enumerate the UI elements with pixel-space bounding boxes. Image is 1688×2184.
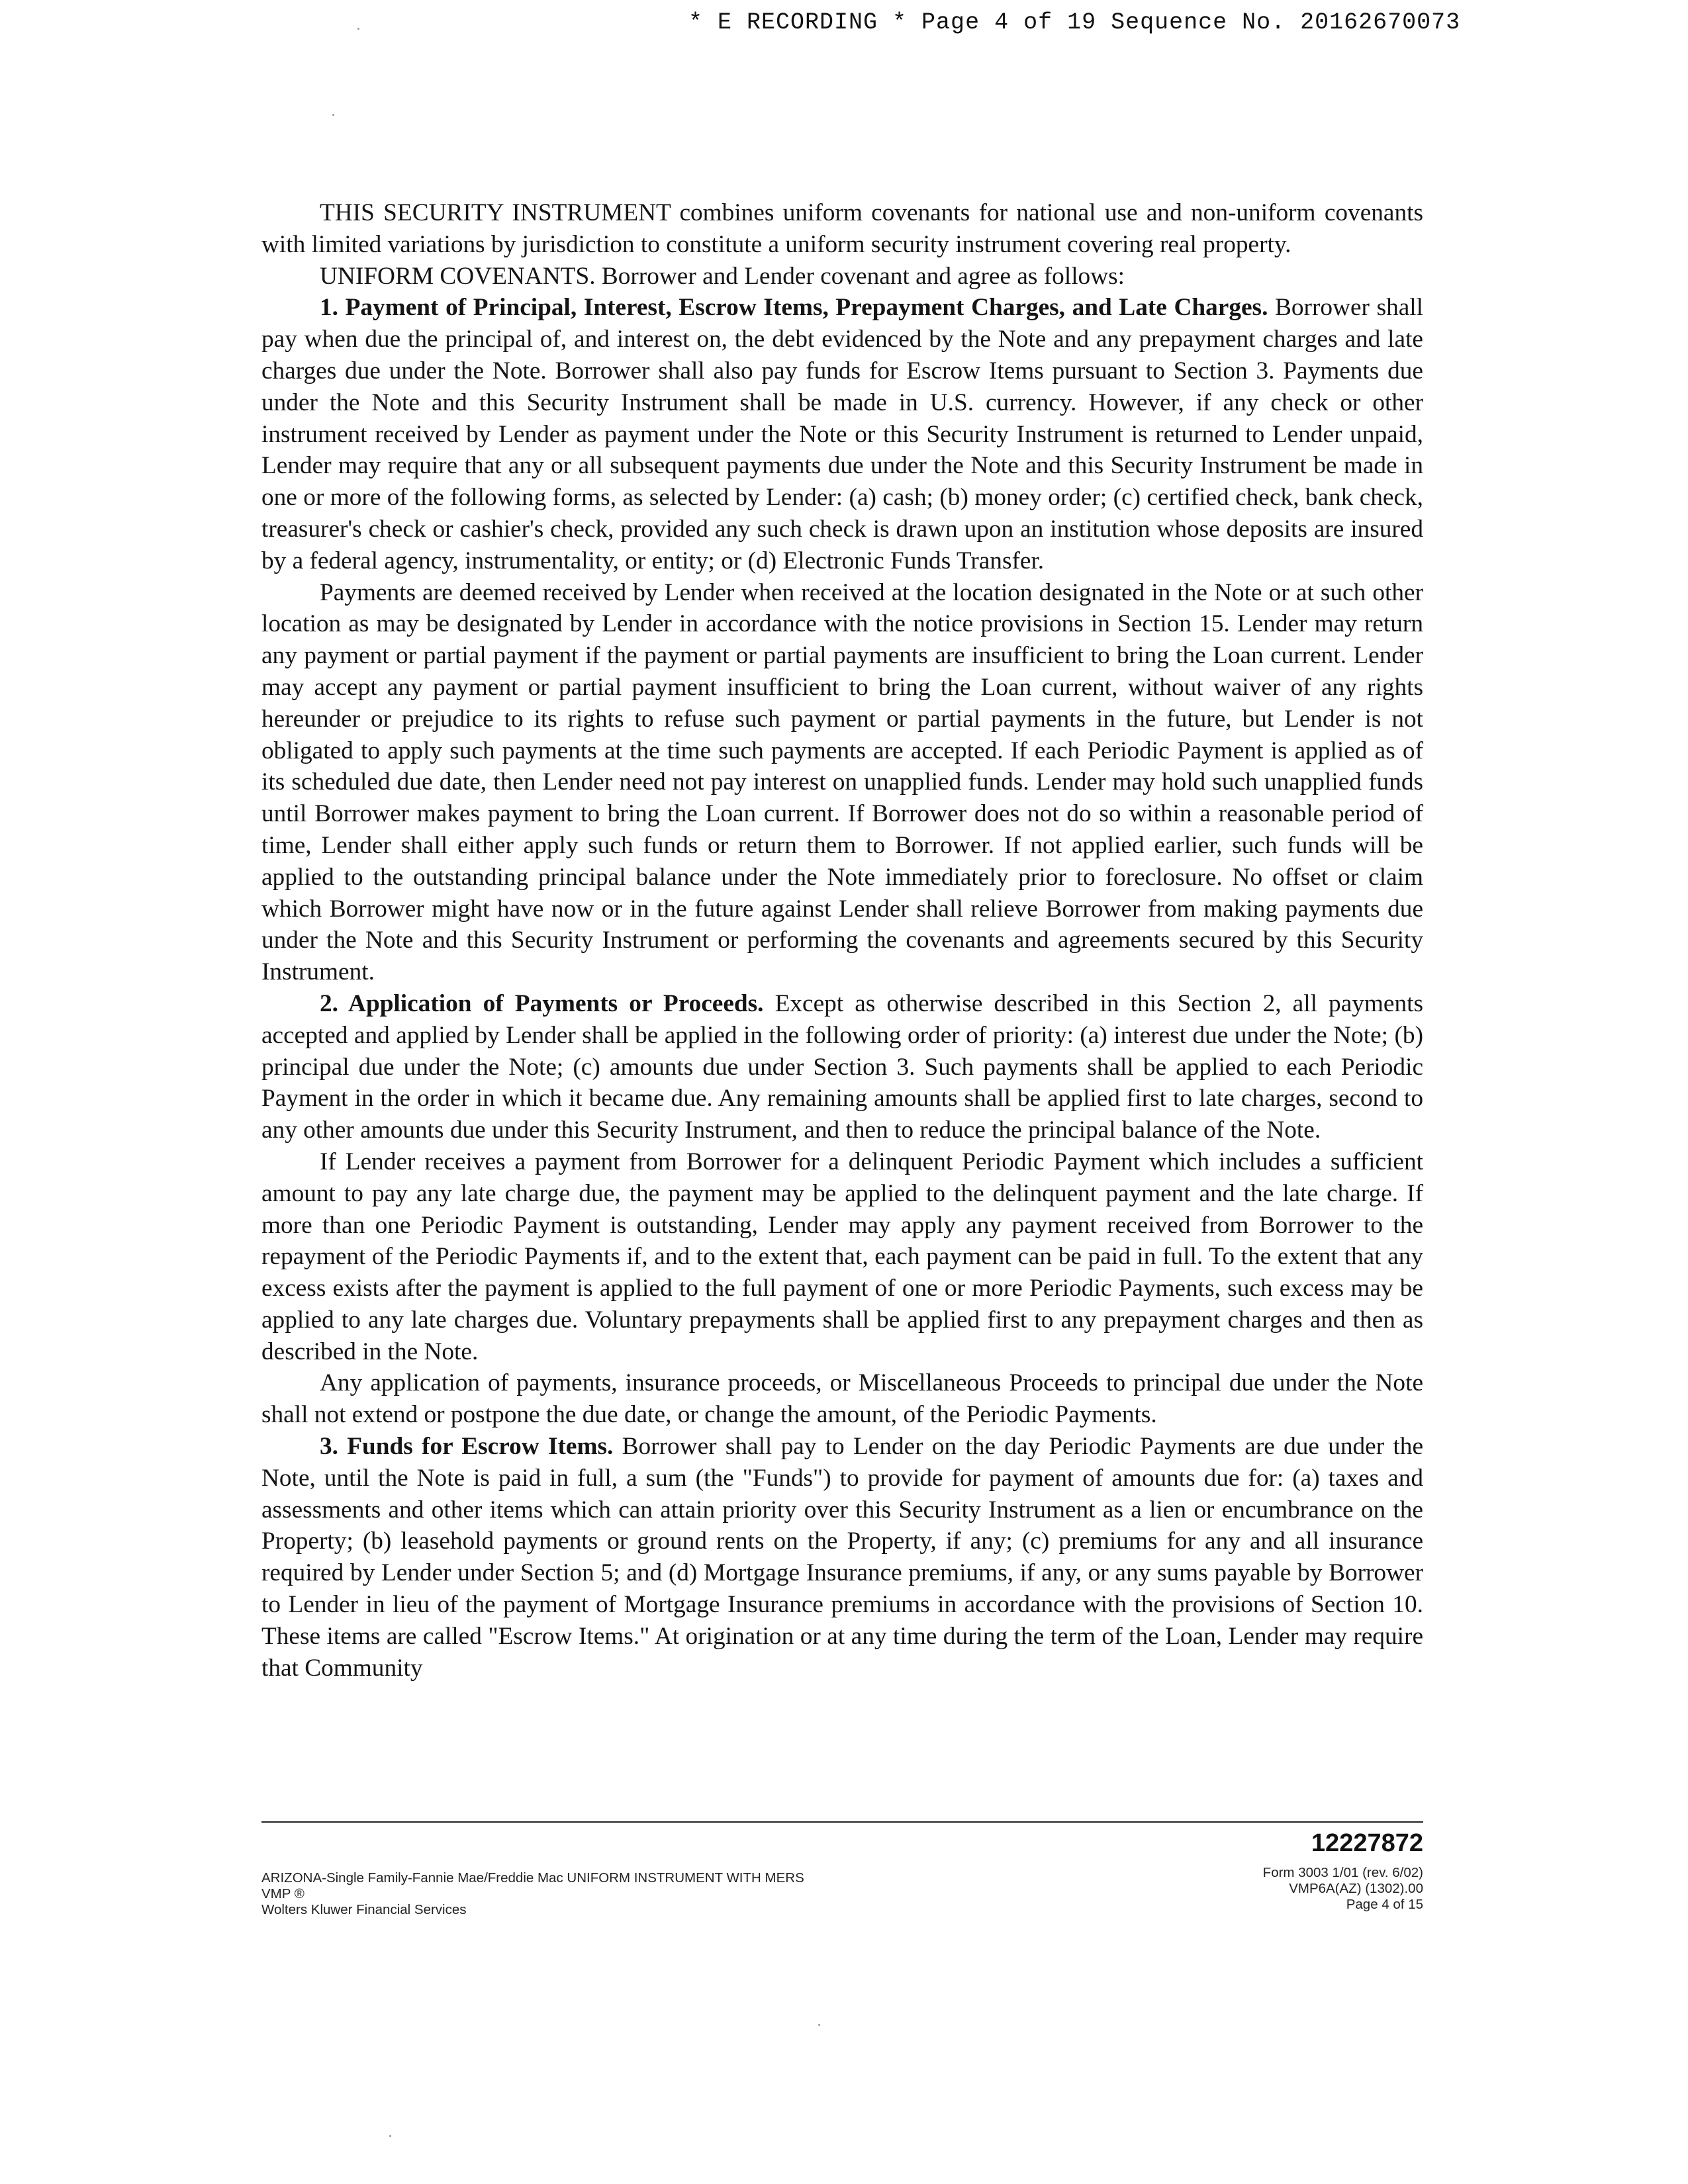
- footer-form-revision: Form 3003 1/01 (rev. 6/02): [1262, 1865, 1423, 1880]
- scan-speck: [389, 2135, 391, 2137]
- document-number: 12227872: [1311, 1829, 1423, 1857]
- section-1-text: Borrower shall pay when due the principal of, and interest on, the debt evidenced by the Note and any prepayment charges and late charges due under the Note. Borrower shall also pay funds for Escrow Items pursuant to Section 3. Payments due under the Note and this Security Instrument shall be made in U.S. currency. However, if any check or other instrument received by Lender as payment under the Note or this Security Instrument is returned to Lender unpaid, Lender may require that any or all subsequent payments due under the Note and this Security Instrument be made in one or more of the following forms, as selected by Lender: (a) cash; (b) money order; (c) certified check, bank check, treasurer's check or cashier's check, provided any such check is drawn upon an institution whose deposits are insured by a federal agency, instrumentality, or entity; or (d) Electronic Funds Transfer.: [261, 294, 1424, 574]
- footer-form-number: [1263, 1865, 1423, 1913]
- footer-form-info: [261, 1870, 804, 1918]
- footer-page-number: Page 4 of 15: [1346, 1897, 1423, 1912]
- scan-speck: [818, 2024, 820, 2026]
- section-1-paragraph-2: Payments are deemed received by Lender when received at the location designated in the Note or at such other location as may be designated by Lender in accordance with the notice provisions in Section 15. Lender may return any payment or partial payment if the payment or partial payments are insufficient to bring the Loan current. Lender may accept any payment or partial payment insufficient to bring the Loan current, without waiver of any rights hereunder or prejudice to its rights to refuse such payment or partial payments in the future, but Lender is not obligated to apply such payments at the time such payments are accepted. If each Periodic Payment is applied as of its scheduled due date, then Lender need not pay interest on unapplied funds. Lender may hold such unapplied funds until Borrower makes payment to bring the Loan current. If Borrower does not do so within a reasonable period of time, Lender shall either apply such funds or return them to Borrower. If not applied earlier, such funds will be applied to the outstanding principal balance under the Note immediately prior to foreclosure. No offset or claim which Borrower might have now or in the future against Lender shall relieve Borrower from making payments due under the Note and this Security Instrument or performing the covenants and agreements secured by this Security Instrument.: [261, 578, 1423, 986]
- uniform-covenants-paragraph: UNIFORM COVENANTS. Borrower and Lender covenant and agree as follows:: [320, 262, 1125, 290]
- section-2-text: Except as otherwise described in this Section 2, all payments accepted and applied by Lender shall be applied in the following order of priority: (a) interest due under the Note; (b) principal due under the Note; (c) amounts due under Section 3. Such payments shall be applied to each Periodic Payment in the order in which it became due. Any remaining amounts shall be applied first to late charges, second to any other amounts due under this Security Instrument, and then to reduce the principal balance of the Note.: [261, 989, 1423, 1144]
- section-1-title: 1. Payment of Principal, Interest, Escrow Items, Prepayment Charges, and Late Charges.: [320, 294, 1268, 322]
- section-3-title: 3. Funds for Escrow Items.: [320, 1433, 614, 1461]
- scan-speck: [357, 28, 359, 30]
- section-2-paragraph-3: Any application of payments, insurance proceeds, or Miscellaneous Proceeds to principal due under the Note shall not extend or postpone the due date, or change the amount, of the Periodic Payments.: [261, 1369, 1423, 1429]
- section-1-paragraph: [261, 292, 1423, 576]
- footer-form-title: ARIZONA-Single Family-Fannie Mae/Freddie Mac UNIFORM INSTRUMENT WITH MERS: [261, 1870, 804, 1886]
- footer-form-code: VMP6A(AZ) (1302).00: [1289, 1881, 1423, 1896]
- intro-paragraph: THIS SECURITY INSTRUMENT combines uniform covenants for national use and non-uniform covenants with limited variations by jurisdiction to constitute a uniform security instrument covering real property.: [261, 199, 1423, 258]
- document-body: [261, 197, 1423, 1684]
- section-2-paragraph: [261, 988, 1423, 1146]
- footer-vmp-mark: VMP ®: [261, 1886, 305, 1901]
- section-2-paragraph-2: If Lender receives a payment from Borrower for a delinquent Periodic Payment which includes a sufficient amount to pay any late charge due, the payment may be applied to the delinquent payment and the late charge. If more than one Periodic Payment is outstanding, Lender may apply any payment received from Borrower to the repayment of the Periodic Payments if, and to the extent that, each payment can be paid in full. To the extent that any excess exists after the payment is applied to the full payment of one or more Periodic Payments, such excess may be applied to any late charges due. Voluntary prepayments shall be applied first to any prepayment charges and then as described in the Note.: [261, 1148, 1423, 1365]
- footer-divider: [261, 1821, 1423, 1823]
- section-3-paragraph: [261, 1431, 1423, 1684]
- footer-publisher: Wolters Kluwer Financial Services: [261, 1902, 467, 1917]
- section-2-title: 2. Application of Payments or Proceeds.: [320, 989, 764, 1017]
- recording-stamp: * E RECORDING * Page 4 of 19 Sequence No. 20162670073: [688, 9, 1461, 36]
- section-3-text: Borrower shall pay to Lender on the day Periodic Payments are due under the Note, until the Note is paid in full, a sum (the "Funds") to provide for payment of amounts due for: (a) taxes and assessments and other items which can attain priority over this Security Instrument as a lien or encumbrance on the Property; (b) leasehold payments or ground rents on the Property, if any; (c) premiums for any and all insurance required by Lender under Section 5; and (d) Mortgage Insurance premiums, if any, or any sums payable by Borrower to Lender in lieu of the payment of Mortgage Insurance premiums in accordance with the provisions of Section 10. These items are called "Escrow Items." At origination or at any time during the term of the Loan, Lender may require that Community: [261, 1433, 1423, 1682]
- scan-speck: [332, 114, 334, 116]
